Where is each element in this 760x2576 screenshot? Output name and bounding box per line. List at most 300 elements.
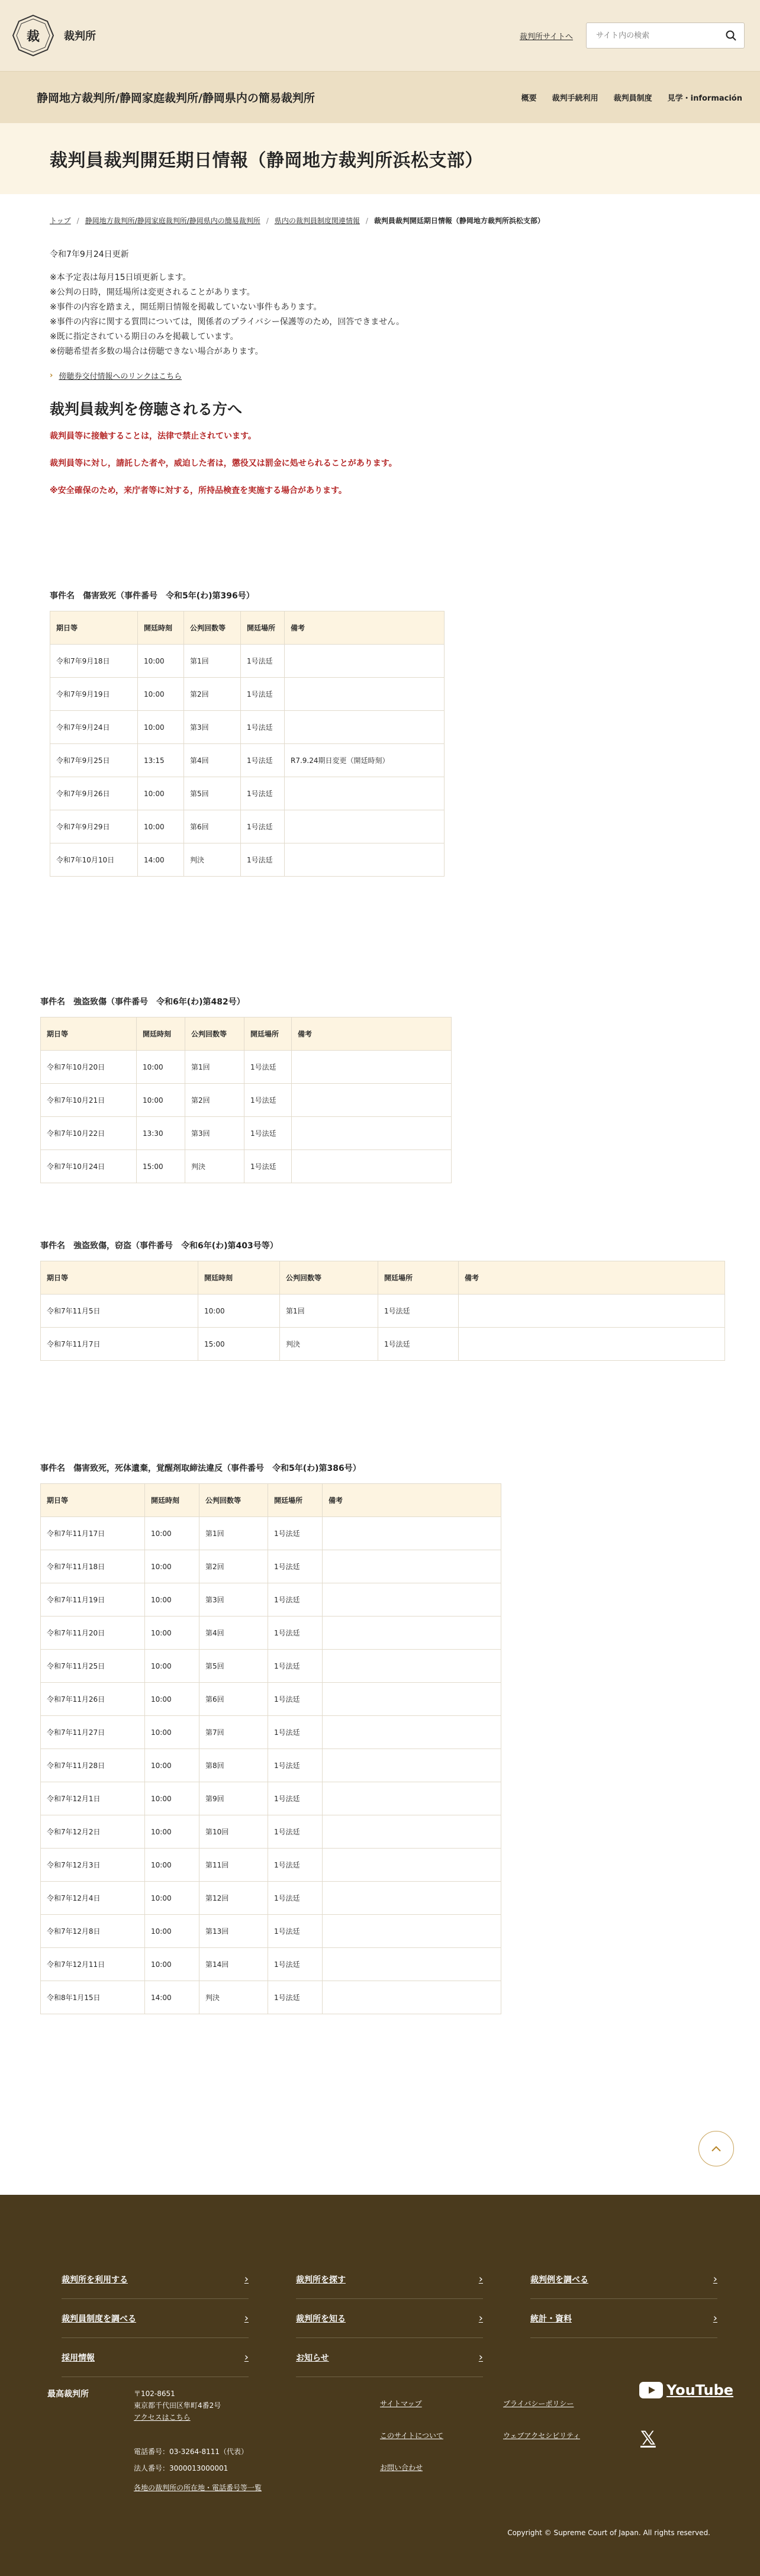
case-section: [40, 996, 452, 1183]
table-row: [50, 777, 445, 810]
case-section: [40, 1462, 501, 2014]
footer-links: [62, 2260, 717, 2377]
cell-note: [323, 1882, 501, 1915]
table-row: [41, 1051, 452, 1084]
footer-address: [134, 2388, 221, 2423]
note-item: ※事件の内容を踏まえ，開廷期日情報を掲載していない事件もあります。: [50, 302, 322, 312]
cell-room: 1号法廷: [268, 1782, 323, 1815]
youtube-label: YouTube: [666, 2382, 734, 2398]
cell-note: [285, 777, 445, 810]
chevron-right-icon: ›: [713, 2273, 717, 2285]
chevron-right-icon: ›: [713, 2312, 717, 2324]
cell-note: [323, 1650, 501, 1683]
col-header-session: 公判回数等: [199, 1484, 268, 1517]
col-header-note: 備考: [285, 611, 445, 645]
cell-time: 13:30: [137, 1117, 185, 1150]
cell-date: 令和7年9月29日: [50, 810, 138, 843]
cell-time: 10:00: [145, 1915, 199, 1948]
cell-room: 1号法廷: [378, 1295, 459, 1328]
search-box: [586, 22, 745, 49]
note-item: ※本予定表は毎月15日頃更新します。: [50, 273, 191, 282]
nav-item-saibanin[interactable]: 裁判員制度: [613, 94, 652, 103]
cell-session: 第4回: [199, 1617, 268, 1650]
cell-room: 1号法廷: [268, 1981, 323, 2014]
chevron-right-icon: ›: [50, 371, 53, 380]
cell-room: 1号法廷: [241, 678, 285, 711]
schedule-table: [40, 1483, 501, 2014]
notes-list: [50, 271, 760, 359]
footer-link-cases[interactable]: [530, 2260, 717, 2299]
table-row: [41, 1948, 501, 1981]
case-section: [50, 590, 445, 877]
cell-time: 14:00: [145, 1981, 199, 2014]
cell-room: 1号法廷: [268, 1683, 323, 1716]
col-header-room: 開廷場所: [268, 1484, 323, 1517]
chevron-right-icon: ›: [244, 2351, 249, 2364]
cell-session: 第6回: [199, 1683, 268, 1716]
main-content: [0, 248, 760, 496]
col-header-date: 期日等: [41, 1484, 145, 1517]
cell-room: 1号法廷: [268, 1716, 323, 1749]
cell-session: 第2回: [185, 1084, 244, 1117]
cell-room: 1号法廷: [268, 1617, 323, 1650]
cell-note: [323, 1749, 501, 1782]
cell-note: [323, 1849, 501, 1882]
cell-room: 1号法廷: [268, 1882, 323, 1915]
col-header-session: 公判回数等: [184, 611, 241, 645]
table-row: [41, 1617, 501, 1650]
footer-link-label: 裁判所を知る: [296, 2314, 346, 2324]
cell-room: 1号法廷: [268, 1650, 323, 1683]
table-row: [50, 744, 445, 777]
col-header-session: 公判回数等: [185, 1017, 244, 1051]
cell-date: 令和7年12月4日: [41, 1882, 145, 1915]
table-row: [41, 1517, 501, 1550]
footer-link-label: 裁判所を探す: [296, 2275, 346, 2285]
court-name[interactable]: 静岡地方裁判所/静岡家庭裁判所/静岡県内の簡易裁判所: [37, 92, 315, 105]
col-header-room: 開廷場所: [241, 611, 285, 645]
cell-date: 令和7年10月22日: [41, 1117, 137, 1150]
cell-date: 令和7年12月1日: [41, 1782, 145, 1815]
cell-time: 10:00: [145, 1882, 199, 1915]
cell-time: 10:00: [137, 1084, 185, 1117]
table-row: [41, 1716, 501, 1749]
cell-session: 第12回: [199, 1882, 268, 1915]
breadcrumb-top[interactable]: トップ: [50, 217, 71, 225]
schedule-table: [50, 611, 445, 877]
site-footer: [0, 2195, 760, 2576]
footer-postal: 〒102-8651: [134, 2390, 175, 2398]
cell-session: 第7回: [199, 1716, 268, 1749]
footer-link-label: 裁判員制度を調べる: [62, 2314, 136, 2324]
cell-session: 第3回: [185, 1117, 244, 1150]
cell-date: 令和7年11月25日: [41, 1650, 145, 1683]
cell-date: 令和7年9月25日: [50, 744, 138, 777]
cell-session: 第3回: [199, 1583, 268, 1617]
cell-date: 令和7年11月17日: [41, 1517, 145, 1550]
court-bar: [0, 71, 760, 123]
cell-room: 1号法廷: [268, 1517, 323, 1550]
breadcrumb-separator: /: [76, 216, 79, 225]
cell-date: 令和8年1月15日: [41, 1981, 145, 2014]
warning-text: 裁判員等に対し，請託した者や，威迫した者は，懲役又は罰金に処せられることがあります。: [50, 459, 397, 468]
case-title: 事件名 傷害致死，死体遺棄，覚醒剤取締法違反（事件番号 令和5年(わ)第386号）: [40, 1464, 361, 1473]
cell-time: 10:00: [137, 1051, 185, 1084]
cell-time: 10:00: [138, 711, 184, 744]
cell-session: 第4回: [184, 744, 241, 777]
table-row: [41, 1683, 501, 1716]
nav-item-tour[interactable]: 見学・información: [667, 94, 742, 103]
case-section: [40, 1239, 725, 1361]
cell-session: 第1回: [199, 1517, 268, 1550]
cell-note: [323, 1981, 501, 2014]
cell-room: 1号法廷: [268, 1550, 323, 1583]
cell-note: [285, 711, 445, 744]
cell-session: 第10回: [199, 1815, 268, 1849]
table-row: [41, 1915, 501, 1948]
cell-time: 15:00: [198, 1328, 280, 1361]
chevron-right-icon: ›: [478, 2312, 483, 2324]
table-row: [41, 1749, 501, 1782]
cell-session: 判決: [280, 1328, 378, 1361]
cell-room: 1号法廷: [268, 1749, 323, 1782]
logo-glyph: 裁: [26, 29, 40, 44]
table-row: [50, 678, 445, 711]
table-row: [41, 1650, 501, 1683]
cell-time: 10:00: [145, 1617, 199, 1650]
cell-date: 令和7年12月3日: [41, 1849, 145, 1882]
cell-time: 10:00: [145, 1948, 199, 1981]
case-title: 事件名 強盗致傷，窃盗（事件番号 令和6年(わ)第403号等）: [40, 1241, 278, 1251]
cell-room: 1号法廷: [268, 1815, 323, 1849]
table-row: [41, 1583, 501, 1617]
table-body: [41, 1295, 725, 1361]
footer-link-know[interactable]: [296, 2299, 483, 2338]
cell-date: 令和7年12月11日: [41, 1948, 145, 1981]
note-item: ※傍聴希望者多数の場合は傍聴できない場合があります。: [50, 347, 263, 356]
observe-heading: 裁判員裁判を傍聴される方へ: [50, 401, 243, 418]
cell-note: [323, 1948, 501, 1981]
cell-time: 10:00: [145, 1517, 199, 1550]
col-header-date: 期日等: [41, 1261, 198, 1295]
col-header-note: 備考: [459, 1261, 725, 1295]
cell-note: [285, 678, 445, 711]
global-nav: [521, 92, 742, 103]
cell-time: 10:00: [138, 777, 184, 810]
cell-time: 10:00: [138, 810, 184, 843]
schedule-table: [40, 1017, 452, 1183]
cell-session: 第9回: [199, 1782, 268, 1815]
cell-room: 1号法廷: [241, 645, 285, 678]
youtube-link[interactable]: [639, 2382, 733, 2398]
cell-session: 判決: [184, 843, 241, 877]
cell-time: 10:00: [138, 645, 184, 678]
cell-room: 1号法廷: [241, 744, 285, 777]
footer-access-link[interactable]: アクセスはこちら: [134, 2413, 191, 2422]
cell-note: [323, 1815, 501, 1849]
cell-date: 令和7年11月20日: [41, 1617, 145, 1650]
cell-note: [323, 1716, 501, 1749]
chevron-right-icon: ›: [478, 2273, 483, 2285]
table-row: [41, 1815, 501, 1849]
youtube-icon: [639, 2382, 663, 2398]
cell-time: 10:00: [138, 678, 184, 711]
cell-date: 令和7年11月18日: [41, 1550, 145, 1583]
cell-note: [323, 1550, 501, 1583]
cell-session: 判決: [185, 1150, 244, 1183]
site-logo[interactable]: [11, 13, 96, 58]
warning-text: 裁判員等に接触することは，法律で禁止されています。: [50, 432, 256, 441]
cell-note: [285, 843, 445, 877]
cell-session: 第13回: [199, 1915, 268, 1948]
table-row: [41, 1882, 501, 1915]
cell-date: 令和7年11月5日: [41, 1295, 198, 1328]
cell-note: [323, 1683, 501, 1716]
cell-session: 判決: [199, 1981, 268, 2014]
cell-time: 13:15: [138, 744, 184, 777]
table-row: [41, 1084, 452, 1117]
table-row: [41, 1782, 501, 1815]
cell-session: 第2回: [199, 1550, 268, 1583]
cell-time: 15:00: [137, 1150, 185, 1183]
cell-room: 1号法廷: [241, 777, 285, 810]
breadcrumb-separator: /: [266, 216, 269, 225]
cell-date: 令和7年12月2日: [41, 1815, 145, 1849]
col-header-time: 開廷時刻: [145, 1484, 199, 1517]
cell-date: 令和7年11月19日: [41, 1583, 145, 1617]
cell-note: [285, 810, 445, 843]
cell-room: 1号法廷: [268, 1948, 323, 1981]
cell-note: [292, 1150, 452, 1183]
cell-time: 10:00: [145, 1683, 199, 1716]
chevron-right-icon: ›: [244, 2273, 249, 2285]
schedule-table: [40, 1261, 725, 1361]
footer-link-label: 統計・資料: [530, 2314, 572, 2324]
chevron-up-icon: [711, 2146, 721, 2152]
footer-contact-link[interactable]: お問い合わせ: [380, 2464, 423, 2472]
cell-time: 10:00: [145, 1815, 199, 1849]
chevron-right-icon: ›: [478, 2351, 483, 2364]
table-header-row: [41, 1484, 501, 1517]
court-emblem-icon: [11, 13, 56, 58]
cell-time: 10:00: [145, 1650, 199, 1683]
table-body: [41, 1517, 501, 2014]
footer-link-saibanin[interactable]: [62, 2299, 249, 2338]
cell-room: 1号法廷: [241, 843, 285, 877]
footer-link-label: 裁判所を利用する: [62, 2275, 128, 2285]
header-tools: [520, 22, 745, 49]
cell-time: 10:00: [145, 1550, 199, 1583]
footer-link-stats[interactable]: [530, 2299, 717, 2338]
breadcrumb-current: 裁判員裁判開廷期日情報（静岡地方裁判所浜松支部）: [373, 217, 545, 225]
footer-street: 東京都千代田区隼町4番2号: [134, 2401, 221, 2410]
table-row: [41, 1550, 501, 1583]
cell-date: 令和7年10月20日: [41, 1051, 137, 1084]
case-title: 事件名 傷害致死（事件番号 令和5年(わ)第396号）: [50, 591, 255, 601]
table-row: [41, 1295, 725, 1328]
cell-note: [292, 1084, 452, 1117]
cell-date: 令和7年11月28日: [41, 1749, 145, 1782]
footer-policy-links: [503, 2388, 580, 2452]
cell-time: 10:00: [145, 1749, 199, 1782]
page-top-button[interactable]: [698, 2131, 734, 2166]
cell-room: 1号法廷: [241, 711, 285, 744]
cell-date: 令和7年10月10日: [50, 843, 138, 877]
footer-sitemap-link[interactable]: サイトマップ: [380, 2400, 422, 2408]
table-row: [41, 1849, 501, 1882]
cell-date: 令和7年10月21日: [41, 1084, 137, 1117]
footer-privacy-link[interactable]: プライバシーポリシー: [503, 2400, 574, 2408]
table-row: [50, 645, 445, 678]
copyright: Copyright © Supreme Court of Japan. All rights reserved.: [507, 2529, 710, 2537]
cell-session: 第11回: [199, 1849, 268, 1882]
footer-tel: 電話番号：03-3264-8111（代表）: [134, 2448, 249, 2456]
cell-session: 第1回: [280, 1295, 378, 1328]
footer-link-find[interactable]: [296, 2260, 483, 2299]
col-header-session: 公判回数等: [280, 1261, 378, 1295]
cell-session: 第1回: [185, 1051, 244, 1084]
nav-item-overview[interactable]: 概要: [521, 94, 537, 103]
cell-note: [323, 1517, 501, 1550]
updated-date: 令和7年9月24日更新: [50, 250, 129, 259]
x-icon[interactable]: 𝕏: [640, 2427, 656, 2449]
table-row: [50, 843, 445, 877]
cell-session: 第2回: [184, 678, 241, 711]
footer-about-link[interactable]: このサイトについて: [380, 2432, 443, 2440]
cell-date: 令和7年9月26日: [50, 777, 138, 810]
col-header-date: 期日等: [50, 611, 138, 645]
cell-session: 第5回: [184, 777, 241, 810]
breadcrumb: [0, 194, 760, 226]
cell-room: 1号法廷: [268, 1849, 323, 1882]
footer-link-label: 採用情報: [62, 2353, 95, 2363]
table-header-row: [50, 611, 445, 645]
cell-room: 1号法廷: [244, 1051, 292, 1084]
case-title: 事件名 強盗致傷（事件番号 令和6年(わ)第482号）: [40, 997, 245, 1007]
footer-util-links: [380, 2388, 443, 2484]
table-row: [41, 1328, 725, 1361]
col-header-note: 備考: [292, 1017, 452, 1051]
cell-note: [323, 1583, 501, 1617]
cell-date: 令和7年10月24日: [41, 1150, 137, 1183]
cell-room: 1号法廷: [244, 1117, 292, 1150]
cell-room: 1号法廷: [268, 1583, 323, 1617]
breadcrumb-related[interactable]: 県内の裁判員制度関連情報: [274, 217, 360, 225]
cell-note: [285, 645, 445, 678]
col-header-time: 開廷時刻: [198, 1261, 280, 1295]
col-header-time: 開廷時刻: [137, 1017, 185, 1051]
cell-session: 第14回: [199, 1948, 268, 1981]
cell-date: 令和7年9月24日: [50, 711, 138, 744]
cell-note: [459, 1328, 725, 1361]
cell-room: 1号法廷: [244, 1150, 292, 1183]
ticket-info-link[interactable]: 傍聴券交付情報へのリンクはこちら: [59, 372, 182, 381]
cell-note: [323, 1915, 501, 1948]
cell-room: 1号法廷: [241, 810, 285, 843]
cell-time: 10:00: [145, 1849, 199, 1882]
footer-org-name: 最高裁判所: [47, 2390, 89, 2399]
table-row: [50, 810, 445, 843]
cell-session: 第1回: [184, 645, 241, 678]
cell-date: 令和7年12月8日: [41, 1915, 145, 1948]
footer-link-news[interactable]: [296, 2338, 483, 2377]
footer-corp-number: 法人番号：3000013000001: [134, 2464, 228, 2472]
table-row: [41, 1117, 452, 1150]
col-header-room: 開廷場所: [378, 1261, 459, 1295]
table-body: [50, 645, 445, 877]
col-header-date: 期日等: [41, 1017, 137, 1051]
breadcrumb-separator: /: [365, 216, 368, 225]
cell-session: 第3回: [184, 711, 241, 744]
table-row: [41, 1981, 501, 2014]
cell-time: 10:00: [145, 1716, 199, 1749]
note-item: ※事件の内容に関する質問については，関係者のプライバシー保護等のため，回答できません。: [50, 317, 405, 327]
cell-date: 令和7年9月18日: [50, 645, 138, 678]
footer-contact: [134, 2443, 248, 2477]
cell-time: 10:00: [145, 1583, 199, 1617]
cell-session: 第8回: [199, 1749, 268, 1782]
cell-session: 第6回: [184, 810, 241, 843]
ticket-info-link-row: [50, 370, 760, 381]
note-item: ※既に指定されている期日のみを掲載しています。: [50, 332, 239, 342]
footer-link-label: 裁判例を調べる: [530, 2275, 588, 2285]
footer-accessibility-link[interactable]: ウェブアクセシビリティ: [503, 2432, 580, 2440]
cell-room: 1号法廷: [268, 1915, 323, 1948]
cell-room: 1号法廷: [244, 1084, 292, 1117]
footer-link-label: お知らせ: [296, 2353, 329, 2363]
cell-note: [459, 1295, 725, 1328]
cell-room: 1号法廷: [378, 1328, 459, 1361]
col-header-note: 備考: [323, 1484, 501, 1517]
cell-date: 令和7年11月26日: [41, 1683, 145, 1716]
cell-date: 令和7年11月7日: [41, 1328, 198, 1361]
page-title-bar: [0, 123, 760, 194]
cell-note: R7.9.24期日変更（開廷時刻）: [285, 744, 445, 777]
warning-text: ※安全確保のため，来庁者等に対する，所持品検査を実施する場合があります。: [50, 486, 347, 495]
cell-time: 10:00: [145, 1782, 199, 1815]
table-row: [41, 1150, 452, 1183]
cell-note: [323, 1782, 501, 1815]
chevron-right-icon: ›: [244, 2312, 249, 2324]
cell-session: 第5回: [199, 1650, 268, 1683]
table-body: [41, 1051, 452, 1183]
page-title: 裁判員裁判開廷期日情報（静岡地方裁判所浜松支部）: [50, 150, 483, 171]
nav-item-procedures[interactable]: 裁判手続利用: [552, 94, 598, 103]
logo-text: 裁判所: [64, 30, 96, 43]
table-header-row: [41, 1261, 725, 1295]
breadcrumb-court[interactable]: 静岡地方裁判所/静岡家庭裁判所/静岡県内の簡易裁判所: [85, 217, 260, 225]
cell-note: [292, 1117, 452, 1150]
table-header-row: [41, 1017, 452, 1051]
cell-note: [323, 1617, 501, 1650]
note-item: ※公判の日時，開廷場所は変更されることがあります。: [50, 288, 255, 297]
footer-courts-list-link[interactable]: 各地の裁判所の所在地・電話番号等一覧: [134, 2484, 262, 2492]
search-input[interactable]: [587, 23, 718, 48]
cell-time: 10:00: [198, 1295, 280, 1328]
site-header: [0, 0, 760, 71]
cell-note: [292, 1051, 452, 1084]
col-header-time: 開廷時刻: [138, 611, 184, 645]
court-site-link[interactable]: 裁判所サイトへ: [519, 32, 573, 41]
cell-date: 令和7年11月27日: [41, 1716, 145, 1749]
table-row: [50, 711, 445, 744]
search-icon[interactable]: [718, 22, 744, 49]
cell-date: 令和7年9月19日: [50, 678, 138, 711]
footer-link-recruit[interactable]: [62, 2338, 249, 2377]
footer-link-use[interactable]: [62, 2260, 249, 2299]
cell-time: 14:00: [138, 843, 184, 877]
col-header-room: 開廷場所: [244, 1017, 292, 1051]
